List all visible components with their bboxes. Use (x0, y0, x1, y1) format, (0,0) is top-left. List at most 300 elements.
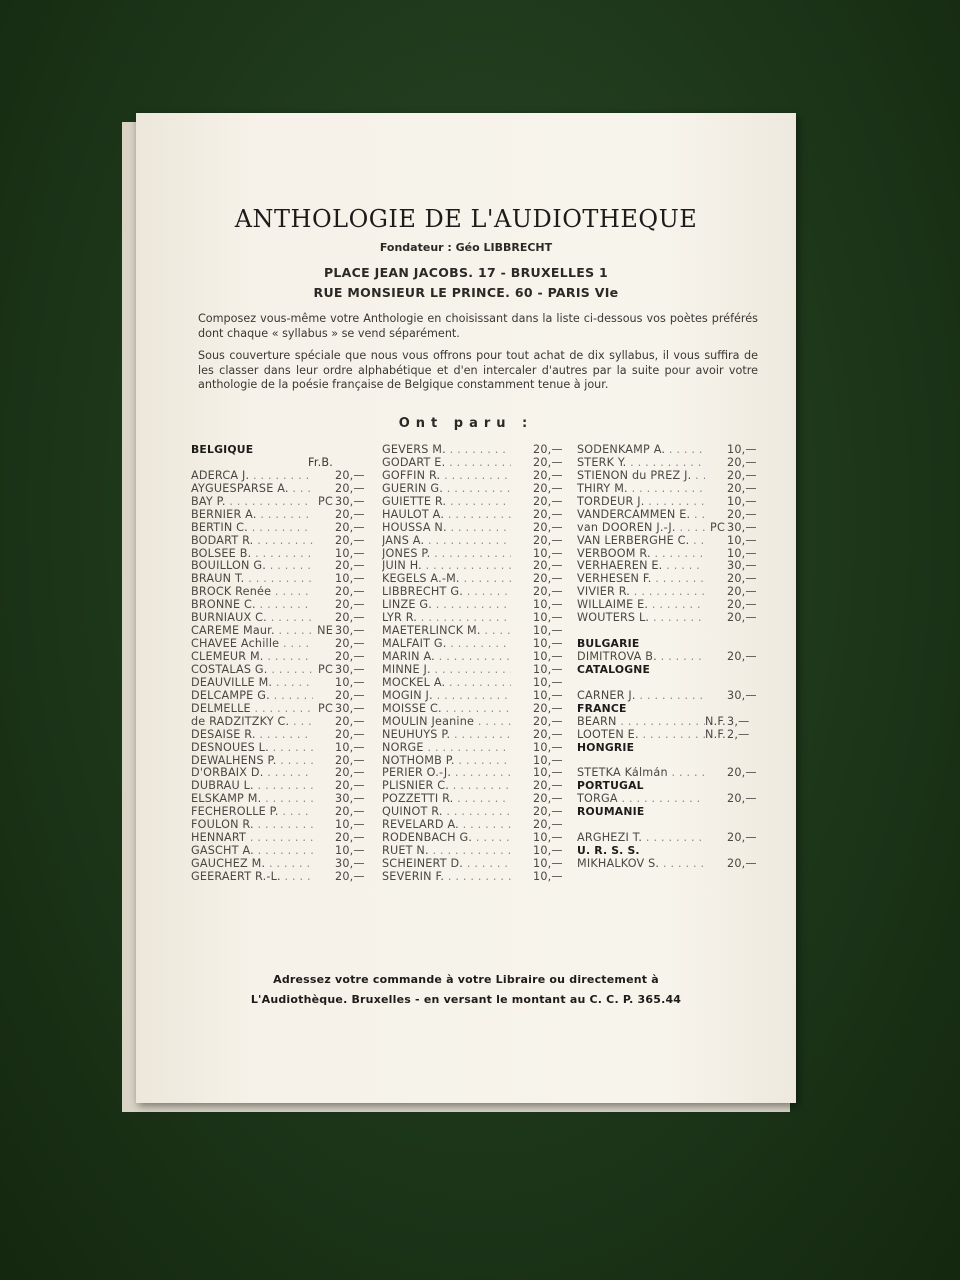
catalog-entry (382, 664, 567, 677)
edition-mark (313, 586, 335, 599)
price: 10,— (533, 546, 563, 560)
price: 20,— (533, 455, 563, 469)
price: 30,— (727, 688, 757, 702)
price: 10,— (533, 688, 563, 702)
poet-name: GASCHT A. . . . (191, 845, 313, 858)
price: 20,— (727, 766, 757, 780)
currency-label (191, 457, 369, 470)
price: 30,— (335, 701, 365, 715)
catalog-entry (382, 509, 567, 522)
poet-name: VERBOOM R. . . . (577, 548, 705, 561)
edition-mark (511, 742, 533, 755)
catalog-column-3 (577, 444, 761, 871)
poet-name: TORGA . . . (577, 793, 705, 806)
catalog-entry (577, 832, 761, 845)
price: 10,— (727, 533, 757, 547)
price: 10,— (533, 869, 563, 883)
poet-name: RUET N. . . . (382, 845, 511, 858)
poet-name: TORDEUR J. . . . (577, 496, 705, 509)
edition-mark: PC (318, 494, 333, 508)
catalog-entry (191, 470, 369, 483)
poet-name: LOOTEN E. . . . (577, 729, 705, 742)
catalog-entry (577, 793, 761, 806)
poet-name: BRONNE C. . . . (191, 599, 313, 612)
poet-name: SCHEINERT D. . . . (382, 858, 511, 871)
catalog-entry (191, 703, 369, 716)
edition-mark (313, 522, 335, 535)
price: 20,— (335, 869, 365, 883)
poet-name: BOLSEE B. . . . (191, 548, 313, 561)
edition-mark (313, 716, 335, 729)
price: 20,— (335, 805, 365, 819)
price: 30,— (727, 559, 757, 573)
price: 20,— (335, 585, 365, 599)
poet-name: VANDERCAMMEN E. . . . (577, 509, 705, 522)
poet-name: VIVIER R. . . . (577, 586, 705, 599)
price: 20,— (533, 494, 563, 508)
price: 20,— (533, 559, 563, 573)
price: 10,— (533, 831, 563, 845)
price: 10,— (533, 650, 563, 663)
price: 20,— (335, 779, 365, 793)
catalog-entry (382, 496, 567, 509)
catalog-entry (577, 690, 761, 703)
poet-name: MOISSE C. . . . (382, 703, 511, 716)
poet-name: BOUILLON G. . . . (191, 560, 313, 573)
footer-line-1: Adressez votre commande à votre Libraire ou directement à (273, 973, 659, 986)
poet-name: GODART E. . . . (382, 457, 511, 470)
edition-mark (511, 470, 533, 483)
price: 20,— (335, 650, 365, 663)
country-heading (577, 742, 761, 755)
edition-mark (705, 690, 727, 703)
catalog-entry (577, 767, 761, 780)
catalog-entry (191, 664, 369, 677)
edition-mark (313, 742, 335, 755)
edition-mark (511, 819, 533, 832)
price: 20,— (727, 857, 757, 870)
edition-mark (511, 612, 533, 625)
poet-name: BEARN . . . (577, 716, 705, 729)
catalog-column-1 (191, 444, 369, 884)
poet-name: MOULIN Jeanine . . . (382, 716, 511, 729)
catalog-entry (577, 535, 761, 548)
price: 30,— (335, 624, 365, 638)
poet-name: van DOOREN J.-J. . . . (577, 522, 705, 535)
poet-name: VERHAEREN E. . . . (577, 560, 705, 573)
poet-name: JONES P. . . . (382, 548, 511, 561)
poet-name: BROCK Renée . . . (191, 586, 313, 599)
catalog-entry (382, 729, 567, 742)
poet-name: LINZE G. . . . (382, 599, 511, 612)
price: 20,— (335, 714, 365, 728)
edition-mark (511, 483, 533, 496)
edition-mark (313, 483, 335, 496)
price: 10,— (335, 818, 365, 832)
edition-mark (705, 444, 727, 457)
poet-name: CHAVEE Achille . . . (191, 638, 313, 651)
price: 10,— (727, 546, 757, 560)
poet-name: DESAISE R. . . . (191, 729, 313, 742)
edition-mark (313, 470, 335, 483)
catalog-entry (577, 716, 761, 729)
edition-mark (511, 496, 533, 509)
price: 30,— (727, 520, 757, 534)
price: 20,— (335, 533, 365, 547)
price: 20,— (335, 598, 365, 612)
edition-mark (313, 858, 335, 871)
price: 10,— (533, 753, 563, 767)
poet-name: ELSKAMP M. . . . (191, 793, 313, 806)
country-heading-label: HONGRIE (577, 741, 635, 754)
poet-name: HENNART . . . (191, 832, 313, 845)
price: 10,— (533, 624, 563, 638)
poet-name: HOUSSA N. . . . (382, 522, 511, 535)
poet-name: BURNIAUX C. . . . (191, 612, 313, 625)
poet-name: BERNIER A. . . . (191, 509, 313, 522)
catalog-entry (382, 535, 567, 548)
edition-mark (705, 483, 727, 496)
catalog-entry (577, 444, 761, 457)
price: 10,— (533, 844, 563, 858)
edition-mark (511, 599, 533, 612)
poet-name: WILLAIME E. . . . (577, 599, 705, 612)
poet-name: VAN LERBERGHE C. . . . (577, 535, 705, 548)
poet-name: LYR R. . . . (382, 612, 511, 625)
catalog-entry (382, 677, 567, 690)
country-heading-label: CATALOGNE (577, 663, 651, 676)
edition-mark (705, 767, 727, 780)
edition-mark (313, 548, 335, 561)
price: 10,— (533, 675, 563, 689)
catalog-entry (382, 690, 567, 703)
poet-name: FOULON R. . . . (191, 819, 313, 832)
poet-name: FECHEROLLE P. . . . (191, 806, 313, 819)
catalog-entry (577, 509, 761, 522)
price: 30,— (335, 792, 365, 806)
edition-mark (511, 729, 533, 742)
price: 2,— (727, 727, 750, 741)
edition-mark (511, 560, 533, 573)
poet-name: STERK Y. . . . (577, 457, 705, 470)
address-brussels: PLACE JEAN JACOBS. 17 - BRUXELLES 1 (323, 265, 609, 280)
edition-mark (705, 586, 727, 599)
edition-mark (511, 690, 533, 703)
poet-name: DIMITROVA B. . . . (577, 651, 705, 664)
country-heading-label: PORTUGAL (577, 780, 644, 793)
edition-mark (511, 625, 533, 638)
price: 20,— (533, 520, 563, 534)
catalog-entry (191, 651, 369, 664)
price: 10,— (335, 572, 365, 586)
poet-name: STIENON du PREZ J. . . . (577, 470, 705, 483)
poet-name: CARNER J. . . . (577, 690, 705, 703)
catalog-entry (577, 651, 761, 664)
edition-mark (705, 548, 727, 561)
edition-mark (313, 793, 335, 806)
catalog-entry (577, 858, 761, 871)
poet-name: GAUCHEZ M. . . . (191, 858, 313, 871)
poet-name: COSTALAS G. . . . (191, 664, 313, 677)
edition-mark (511, 832, 533, 845)
price: 20,— (335, 688, 365, 702)
catalog-entry (191, 729, 369, 742)
edition-mark (511, 444, 533, 457)
catalog-entry (382, 703, 567, 716)
catalog-entry (382, 457, 567, 470)
poet-name: GEVERS M. . . . (382, 444, 511, 457)
edition-mark (705, 599, 727, 612)
catalog-entry (191, 716, 369, 729)
edition-mark (511, 535, 533, 548)
price: 20,— (727, 831, 757, 845)
price: 3,— (727, 714, 750, 728)
edition-mark (511, 793, 533, 806)
edition-mark (511, 703, 533, 716)
price: 20,— (335, 727, 365, 741)
edition-mark (511, 767, 533, 780)
edition-mark (511, 716, 533, 729)
poet-name: RODENBACH G. . . . (382, 832, 511, 845)
edition-mark (313, 806, 335, 819)
poet-name: SODENKAMP A. . . . (577, 444, 705, 457)
edition-mark (705, 651, 727, 664)
price: 30,— (335, 857, 365, 870)
poet-name: BAY P. . . . (191, 496, 313, 509)
edition-mark (313, 729, 335, 742)
catalog-entry (382, 483, 567, 496)
price: 10,— (533, 740, 563, 754)
price: 20,— (533, 818, 563, 832)
catalog-entry (191, 496, 369, 509)
poet-name: MINNE J. . . . (382, 664, 511, 677)
price: 10,— (533, 637, 563, 651)
poet-name: MAETERLINCK M. . . . (382, 625, 511, 638)
poet-name: DUBRAU L. . . . (191, 780, 313, 793)
poet-name: DELMELLE . . . (191, 703, 313, 716)
edition-mark (313, 767, 335, 780)
edition-mark (313, 845, 335, 858)
price: 20,— (533, 481, 563, 495)
price: 20,— (533, 507, 563, 521)
price: 20,— (335, 753, 365, 767)
edition-mark: NE (317, 624, 333, 638)
spacer-row (577, 677, 761, 690)
poet-name: NEUHUYS P. . . . (382, 729, 511, 742)
price: 20,— (335, 507, 365, 521)
edition-mark (313, 599, 335, 612)
edition-mark (511, 638, 533, 651)
price: 20,— (727, 481, 757, 495)
catalog-entry (191, 535, 369, 548)
edition-mark (511, 573, 533, 586)
section-heading: Ont paru : (398, 416, 534, 431)
price: 20,— (335, 831, 365, 845)
edition-mark (705, 573, 727, 586)
edition-mark (511, 780, 533, 793)
price: 20,— (727, 650, 757, 663)
price: 20,— (533, 701, 563, 715)
price: 20,— (727, 572, 757, 586)
poet-name: GUIETTE R. . . . (382, 496, 511, 509)
poet-name: DESNOUES L. . . . (191, 742, 313, 755)
price: 20,— (335, 559, 365, 573)
currency-text: Fr.B. (308, 455, 333, 469)
price: 20,— (727, 507, 757, 521)
page-title: ANTHOLOGIE DE L'AUDIOTHEQUE (234, 205, 698, 233)
poet-name: PERIER O.-J. . . . (382, 767, 511, 780)
edition-mark (511, 871, 533, 884)
poet-name: JUIN H. . . . (382, 560, 511, 573)
price: 10,— (335, 546, 365, 560)
poet-name: D'ORBAIX D. . . . (191, 767, 313, 780)
catalog-entry (191, 509, 369, 522)
poet-name: MOGIN J. . . . (382, 690, 511, 703)
poet-name: THIRY M. . . . (577, 483, 705, 496)
price: 20,— (335, 766, 365, 780)
poet-name: de RADZITZKY C. . . . (191, 716, 313, 729)
country-heading-label: BULGARIE (577, 638, 640, 651)
poet-name: KEGELS A.-M. . . . (382, 573, 511, 586)
poet-name: BERTIN C. . . . (191, 522, 313, 535)
poet-name: ARGHEZI T. . . . (577, 832, 705, 845)
edition-mark: N.F. (705, 727, 726, 741)
catalog-column-2 (382, 444, 567, 884)
price: 20,— (533, 443, 563, 456)
edition-mark (511, 664, 533, 677)
country-heading-label: FRANCE (577, 702, 627, 715)
poet-name: MARIN A. . . . (382, 651, 511, 664)
edition-mark (313, 535, 335, 548)
country-heading (577, 703, 761, 716)
price: 30,— (335, 494, 365, 508)
edition-mark (313, 677, 335, 690)
poet-name: BRAUN T. . . . (191, 573, 313, 586)
catalog-entry (382, 742, 567, 755)
poet-name: HAULOT A. . . . (382, 509, 511, 522)
address-paris: RUE MONSIEUR LE PRINCE. 60 - PARIS VIe (313, 285, 619, 300)
country-heading (191, 444, 369, 457)
price: 20,— (727, 611, 757, 625)
price: 20,— (533, 585, 563, 599)
edition-mark (313, 651, 335, 664)
country-heading-label: ROUMANIE (577, 806, 645, 819)
edition-mark (511, 548, 533, 561)
price: 20,— (335, 611, 365, 625)
price: 10,— (335, 844, 365, 858)
catalog-entry (577, 483, 761, 496)
edition-mark (511, 677, 533, 690)
edition-mark (705, 560, 727, 573)
poet-name: JANS A. . . . (382, 535, 511, 548)
poet-name: MIKHALKOV S. . . . (577, 858, 705, 871)
catalog-entry (382, 444, 567, 457)
poet-name: BODART R. . . . (191, 535, 313, 548)
price: 10,— (533, 766, 563, 780)
edition-mark (313, 573, 335, 586)
price: 20,— (533, 714, 563, 728)
catalog-entry (577, 470, 761, 483)
price: 20,— (533, 792, 563, 806)
poet-name: PLISNIER C. . . . (382, 780, 511, 793)
edition-mark (313, 690, 335, 703)
price: 10,— (533, 598, 563, 612)
poet-name: STETKA Kálmán . . . (577, 767, 705, 780)
poet-name: AYGUESPARSE A. . . . (191, 483, 313, 496)
intro-paragraph-1: Composez vous-même votre Anthologie en choisissant dans la liste ci-dessous vos poètes préférés dont chaque « syllabus » se vend séparément. (198, 312, 758, 340)
catalog-entry (577, 522, 761, 535)
poet-name: GEERAERT R.-L. . . . (191, 871, 313, 884)
edition-mark (705, 496, 727, 509)
catalog-entry (382, 871, 567, 884)
catalog-entry (191, 858, 369, 871)
country-heading (577, 664, 761, 677)
price: 20,— (727, 585, 757, 599)
edition-mark (511, 586, 533, 599)
poet-name: DEWALHENS P. . . . (191, 755, 313, 768)
edition-mark (705, 832, 727, 845)
spacer-row (577, 625, 761, 638)
poet-name: QUINOT R. . . . (382, 806, 511, 819)
price: 20,— (533, 468, 563, 482)
poet-name: NOTHOMB P. . . . (382, 755, 511, 768)
edition-mark (705, 457, 727, 470)
catalog-entry (382, 858, 567, 871)
edition-mark (511, 457, 533, 470)
price: 20,— (533, 572, 563, 586)
price: 20,— (335, 520, 365, 534)
edition-mark (313, 509, 335, 522)
price: 20,— (533, 805, 563, 819)
price: 20,— (727, 598, 757, 612)
country-heading (577, 806, 761, 819)
catalog-entry (191, 742, 369, 755)
poet-name: CAREME Maur. . . . (191, 625, 313, 638)
price: 20,— (727, 455, 757, 469)
poet-name: GUERIN G. . . . (382, 483, 511, 496)
catalog-entry (191, 690, 369, 703)
edition-mark (313, 560, 335, 573)
price: 20,— (727, 792, 757, 806)
edition-mark (313, 819, 335, 832)
founder-line: Fondateur : Géo LIBBRECHT (379, 241, 553, 254)
edition-mark (313, 638, 335, 651)
edition-mark (705, 470, 727, 483)
price: 10,— (533, 857, 563, 870)
poet-name: NORGE . . . (382, 742, 511, 755)
edition-mark (313, 780, 335, 793)
poet-name: CLEMEUR M. . . . (191, 651, 313, 664)
price: 20,— (335, 468, 365, 482)
catalog-entry (577, 729, 761, 742)
edition-mark (511, 509, 533, 522)
price: 10,— (727, 443, 757, 456)
poet-name: VERHESEN F. . . . (577, 573, 705, 586)
edition-mark (705, 509, 727, 522)
country-heading-label: U. R. S. S. (577, 845, 640, 858)
catalog-entry (382, 716, 567, 729)
edition-mark: PC (318, 662, 333, 676)
edition-mark: PC (710, 520, 725, 534)
poet-name: MALFAIT G. . . . (382, 638, 511, 651)
document-page (136, 113, 796, 1103)
poet-name: DEAUVILLE M. . . . (191, 677, 313, 690)
price: 10,— (533, 611, 563, 625)
edition-mark (511, 651, 533, 664)
edition-mark (313, 832, 335, 845)
catalog-entry (382, 651, 567, 664)
price: 10,— (533, 662, 563, 676)
